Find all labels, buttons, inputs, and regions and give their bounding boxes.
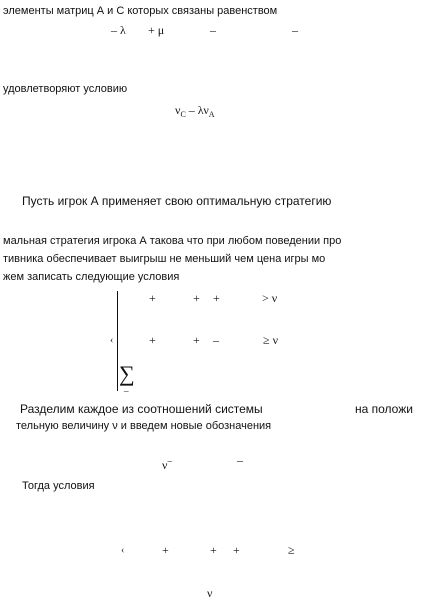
eq1-minus-b: –	[292, 23, 298, 37]
system-sigma: ∑	[119, 361, 135, 386]
system-brace	[117, 291, 118, 391]
eq3-sup: –	[167, 456, 172, 466]
eq2-sub-a: A	[208, 110, 215, 119]
eq4-plus-3: +	[233, 543, 240, 557]
eq4-lt: ‹	[121, 545, 125, 556]
eq3-nu: ν	[162, 458, 168, 472]
paragraph-divide-line-1: Разделим каждое из соотношений системы	[20, 402, 263, 416]
bottom-nu: ν	[207, 586, 213, 600]
paragraph-player-a-optimal: Пусть игрок А применяет свою оптимальную стратегию	[22, 194, 332, 208]
eq2-mid: – λν	[185, 103, 209, 117]
text-line-satisfy-condition: удовлетворяют условию	[3, 83, 128, 95]
system-row2-lt: ‹	[110, 335, 114, 346]
eq2-nu-condition	[175, 104, 215, 119]
system-row2-minus: –	[213, 333, 219, 347]
eq4-plus-2: +	[210, 543, 217, 557]
system-row1-plus-2: +	[193, 291, 200, 305]
system-row1-relation: > ν	[262, 291, 278, 305]
paragraph-divide-line-1-right: на положи	[355, 402, 413, 416]
system-row1-plus-3: +	[213, 291, 220, 305]
eq1-plus-mu: + μ	[148, 23, 165, 37]
paragraph-strategy-line-3: жем записать следующие условия	[3, 271, 180, 283]
text-line-then-conditions: Тогда условия	[22, 480, 95, 492]
system-row2-plus-1: +	[149, 333, 156, 347]
system-row2-relation: ≥ ν	[263, 333, 279, 347]
eq1-minus-lambda: – λ	[111, 23, 126, 37]
system-row1-plus-1: +	[149, 291, 156, 305]
paragraph-divide-line-2: тельную величину ν и введем новые обозначения	[16, 420, 272, 432]
system-row2-plus-2: +	[193, 333, 200, 347]
eq1-minus-a: –	[210, 23, 216, 37]
system-sigma-sub: –	[124, 386, 129, 396]
eq3-nu-group	[162, 457, 172, 471]
paragraph-strategy-line-2: тивника обеспечивает выигрыш не меньший чем цена игры мо	[3, 253, 326, 265]
eq2-sub-c: C	[180, 110, 186, 119]
eq4-relation: ≥	[288, 543, 295, 557]
eq3-minus: –	[237, 453, 243, 467]
eq2-nu: ν	[175, 103, 181, 117]
eq4-plus-1: +	[162, 543, 169, 557]
paragraph-strategy-line-1: мальная стратегия игрока А такова что при любом поведении про	[3, 235, 342, 247]
text-line-matrix-elements: элементы матриц А и С которых связаны равенством	[3, 5, 278, 17]
